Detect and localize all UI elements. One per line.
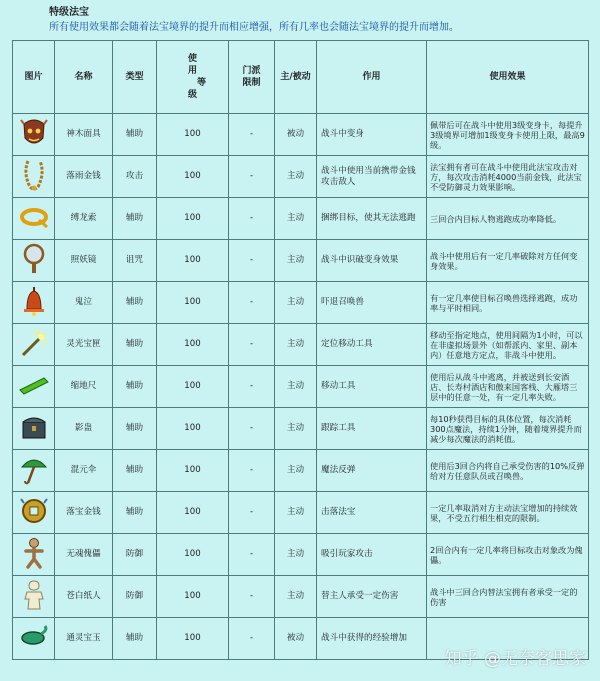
table-row [13,114,589,156]
table-row [13,450,589,492]
treasure-usage: 移动至指定地点，使用间隔为1小时，可以在非虚拟场景外（如帮派内、家里、副本内）任意地方定点，非战斗中使用。 [427,324,589,366]
treasure-mode: 主动 [275,198,317,240]
bell-icon [15,285,52,321]
treasure-sect: - [229,240,275,282]
treasure-sect: - [229,282,275,324]
header-level-2: 用 [187,66,197,76]
treasure-type: 辅助 [113,324,157,366]
treasure-level: 100 [157,114,229,156]
treasure-effect: 吓退召唤兽 [317,282,427,324]
treasure-effect: 战斗中识破变身效果 [317,240,427,282]
table-row [13,366,589,408]
treasure-name: 缩地尺 [55,366,113,408]
header-level-3: 等 [196,78,206,88]
treasure-usage: 战斗中使用后有一定几率破除对方任何变身效果。 [427,240,589,282]
header-picture: 图片 [13,41,55,114]
treasure-type: 防御 [113,576,157,618]
rope-icon [15,205,52,233]
treasure-usage: 每10秒获得目标的具体位置，每次消耗300点魔法，持续1分钟，随着境界提升而减少每次魔法的消耗值。 [427,408,589,450]
treasure-mode: 主动 [275,492,317,534]
treasure-level: 100 [157,492,229,534]
treasure-type: 辅助 [113,198,157,240]
table-row [13,240,589,282]
paper-doll-icon [15,579,52,615]
treasure-sect: - [229,534,275,576]
treasure-mode: 主动 [275,282,317,324]
coin-icon [15,497,52,529]
treasure-level: 100 [157,324,229,366]
treasure-type: 攻击 [113,156,157,198]
header-name: 名称 [55,41,113,114]
header-level-4: 级 [187,90,197,100]
treasure-mode: 主动 [275,240,317,282]
table-row [13,492,589,534]
header-sect-2: 限制 [242,78,261,88]
treasure-level: 100 [157,534,229,576]
section-note: 所有使用效果都会随着法宝境界的提升而相应增强，所有几率也会随法宝境界的提升而增加。 [49,22,459,33]
treasure-mode: 主动 [275,576,317,618]
mirror-icon [15,243,52,279]
treasure-box-icon [15,327,52,363]
table-row [13,576,589,618]
necklace-icon [15,159,52,195]
ruler-icon [15,375,52,399]
header-mode: 主/被动 [275,41,317,114]
treasure-name: 照妖镜 [55,240,113,282]
treasure-level: 100 [157,618,229,660]
treasure-image-cell [13,534,55,576]
treasure-mode: 主动 [275,534,317,576]
watermark: 知乎 @无奈客思家 [444,649,586,669]
treasure-level: 100 [157,282,229,324]
treasure-usage: 使用后从战斗中逃离，并被送到长安酒店、长寿村酒店和傲来国客栈、大雁塔三层中的任意一处，有一定几率失败。 [427,366,589,408]
treasure-type: 防御 [113,534,157,576]
header-sect-1: 门派 [242,66,261,76]
treasure-level: 100 [157,450,229,492]
treasure-type: 辅助 [113,450,157,492]
treasure-mode: 主动 [275,450,317,492]
table-row [13,198,589,240]
table-row [13,324,589,366]
treasure-image-cell [13,618,55,660]
treasure-name: 苍白纸人 [55,576,113,618]
treasure-sect: - [229,324,275,366]
treasure-type: 辅助 [113,408,157,450]
treasure-sect: - [229,408,275,450]
treasure-image-cell [13,240,55,282]
treasure-usage: 一定几率取消对方主动法宝增加的持续效果，不受五行相生相克的限制。 [427,492,589,534]
treasure-sect: - [229,156,275,198]
treasure-usage: 佩带后可在战斗中使用3级变身卡，每提升3级境界可增加1级变身卡使用上限，最高9级。 [427,114,589,156]
header-usage: 使用效果 [427,41,589,114]
treasure-level: 100 [157,156,229,198]
treasure-type: 辅助 [113,366,157,408]
treasure-mode: 主动 [275,408,317,450]
table-row [13,156,589,198]
treasure-name: 灵光宝匣 [55,324,113,366]
treasure-effect: 战斗中获得的经验增加 [317,618,427,660]
treasure-effect: 捆绑目标，使其无法逃跑 [317,198,427,240]
treasure-name: 鬼泣 [55,282,113,324]
table-row [13,408,589,450]
umbrella-icon [15,453,52,489]
treasure-image-cell [13,282,55,324]
treasure-name: 神木面具 [55,114,113,156]
treasure-image-cell [13,450,55,492]
treasure-type: 辅助 [113,282,157,324]
treasure-type: 辅助 [113,114,157,156]
treasure-name: 落雨金钱 [55,156,113,198]
treasure-usage: 法宝拥有者可在战斗中使用此法宝攻击对方，每次攻击消耗4000当前金钱，此法宝不受防御灵力效果影响。 [427,156,589,198]
treasure-sect: - [229,450,275,492]
treasure-type: 诅咒 [113,240,157,282]
treasure-mode: 主动 [275,156,317,198]
treasure-usage: 三回合内目标人物逃跑成功率降低。 [427,198,589,240]
treasure-image-cell [13,156,55,198]
header-effect: 作用 [317,41,427,114]
treasure-type: 辅助 [113,618,157,660]
treasure-effect: 战斗中使用当前携带金钱攻击敌人 [317,156,427,198]
table-row [13,534,589,576]
treasure-mode: 被动 [275,114,317,156]
treasure-sect: - [229,198,275,240]
puppet-icon [15,537,52,573]
treasure-sect: - [229,618,275,660]
table-header-row [13,41,589,114]
treasure-level: 100 [157,408,229,450]
treasure-name: 混元伞 [55,450,113,492]
treasure-mode: 主动 [275,324,317,366]
treasure-effect: 替主人承受一定伤害 [317,576,427,618]
treasure-sect: - [229,576,275,618]
treasure-name: 缚龙索 [55,198,113,240]
treasure-effect: 定位移动工具 [317,324,427,366]
header-level-1: 使 [187,54,197,64]
chest-icon [15,412,52,446]
treasure-level: 100 [157,576,229,618]
treasure-mode: 主动 [275,366,317,408]
treasure-sect: - [229,114,275,156]
jade-icon [15,624,52,654]
treasure-name: 无魂傀儡 [55,534,113,576]
treasure-name: 影蛊 [55,408,113,450]
treasure-level: 100 [157,240,229,282]
section-title: 特级法宝 [49,7,89,18]
header-level [157,41,229,114]
treasure-effect: 移动工具 [317,366,427,408]
treasure-name: 落宝金钱 [55,492,113,534]
treasure-sect: - [229,366,275,408]
treasure-image-cell [13,408,55,450]
mask-icon [15,118,52,152]
treasure-table [12,40,589,660]
treasure-effect: 跟踪工具 [317,408,427,450]
treasure-image-cell [13,492,55,534]
treasure-image-cell [13,114,55,156]
treasure-level: 100 [157,198,229,240]
treasure-image-cell [13,576,55,618]
header-sect [229,41,275,114]
treasure-effect: 魔法反弹 [317,450,427,492]
treasure-usage: 2回合内有一定几率将目标攻击对象改为傀儡。 [427,534,589,576]
treasure-usage: 战斗中三回合内替法宝拥有者承受一定的伤害 [427,576,589,618]
treasure-effect: 吸引玩家攻击 [317,534,427,576]
treasure-image-cell [13,198,55,240]
treasure-image-cell [13,324,55,366]
header-type: 类型 [113,41,157,114]
treasure-image-cell [13,366,55,408]
treasure-type: 辅助 [113,492,157,534]
treasure-effect: 击落法宝 [317,492,427,534]
treasure-sect: - [229,492,275,534]
treasure-usage: 使用后3回合内将自己承受伤害的10%反弹给对方任意队员或召唤兽。 [427,450,589,492]
table-row [13,282,589,324]
treasure-effect: 战斗中变身 [317,114,427,156]
treasure-level: 100 [157,366,229,408]
treasure-name: 通灵宝玉 [55,618,113,660]
treasure-mode: 被动 [275,618,317,660]
treasure-usage: 有一定几率使目标召唤兽选择逃跑，成功率与平时相同。 [427,282,589,324]
